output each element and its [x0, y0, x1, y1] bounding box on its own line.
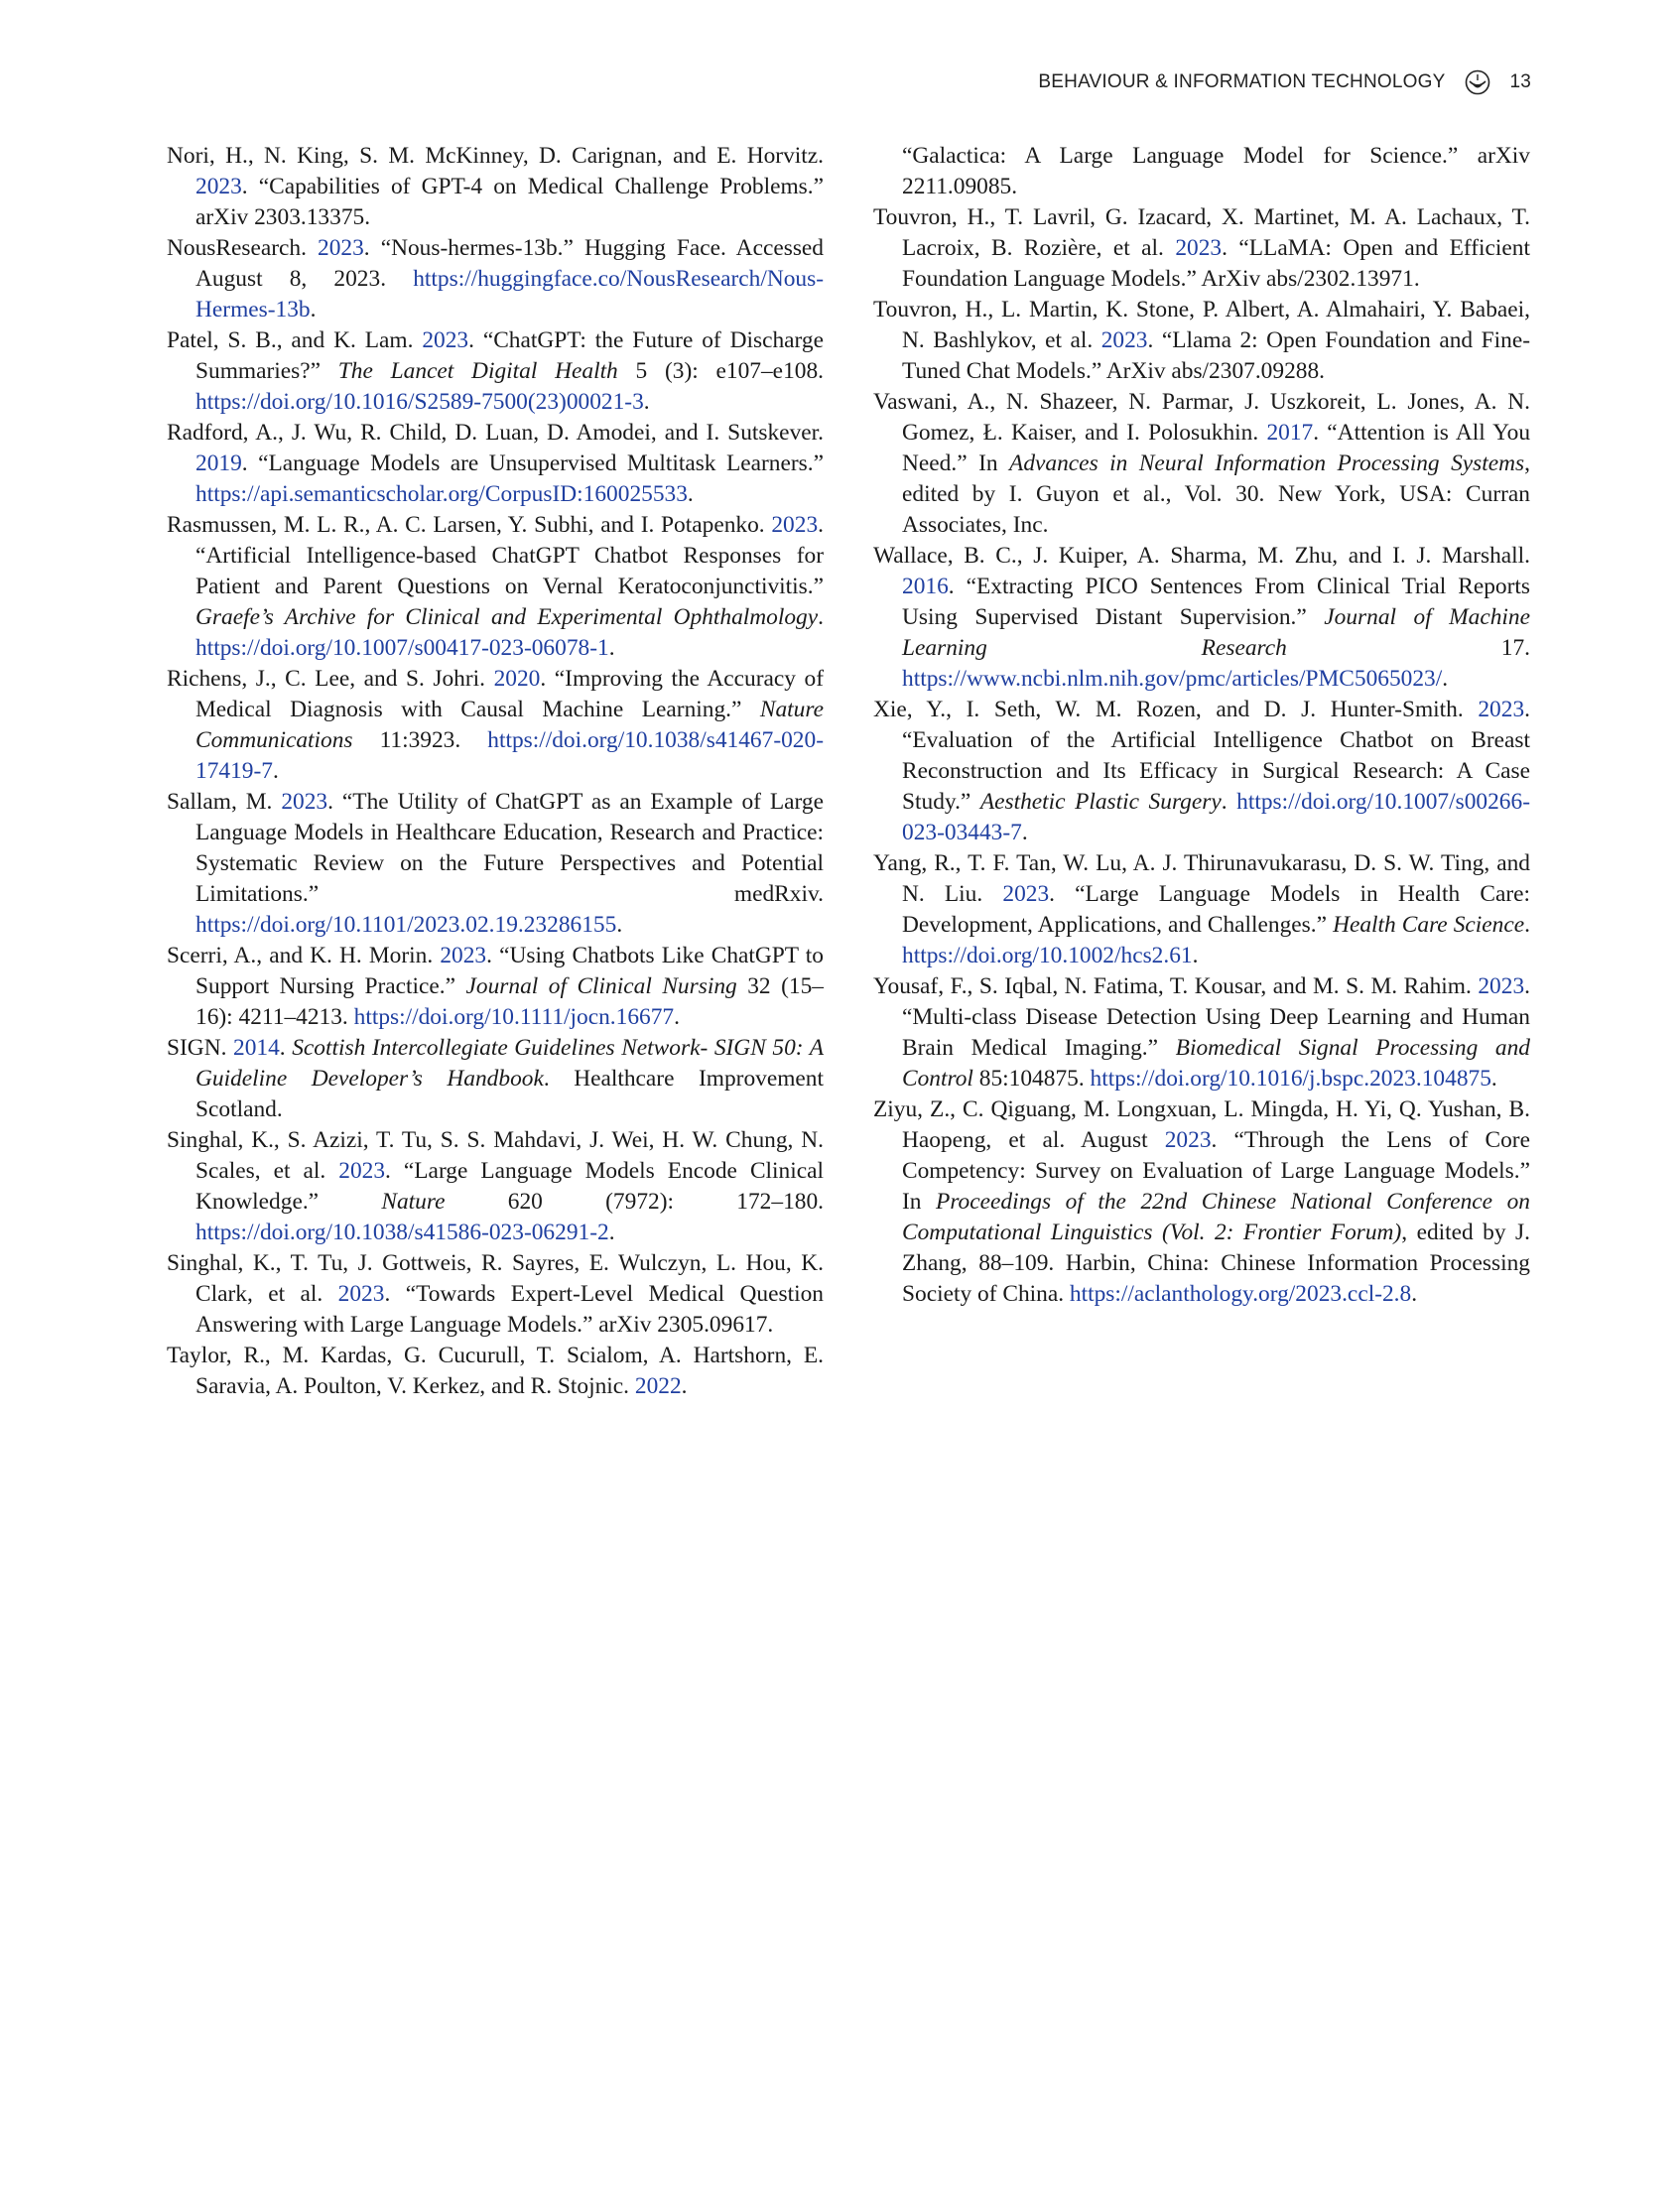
crossmark-logo-icon — [1465, 69, 1490, 95]
reference-end: . — [1192, 943, 1199, 968]
reference-entry — [167, 1033, 824, 1125]
reference-year-link[interactable]: 2023 — [318, 235, 364, 261]
reference-authors: Wallace, B. C., J. Kuiper, A. Sharma, M. Zhu, and I. J. Marshall. — [873, 543, 1530, 569]
reference-source-title: Advances in Neural Information Processing Systems — [1009, 450, 1525, 476]
reference-text: . “Improving the Accuracy of Medical Diagnosis with Causal Machine Learning.” — [195, 666, 824, 722]
reference-year-link[interactable]: 2023 — [337, 1281, 385, 1307]
reference-text: . — [279, 1035, 293, 1061]
reference-year-link[interactable]: 2023 — [422, 327, 469, 353]
reference-source-title: The Lancet Digital Health — [337, 358, 618, 384]
reference-source-title: Journal of Machine Learning Research — [902, 604, 1530, 661]
reference-end: . — [1490, 1066, 1497, 1092]
reference-text: . “Evaluation of the Artificial Intelligence Chatbot on Breast Reconstruction and Its Efficacy in Surgical Research: A Case Study.” — [902, 697, 1530, 815]
reference-year-link[interactable]: 2020 — [493, 666, 541, 692]
reference-authors: Scerri, A., and K. H. Morin. — [167, 943, 441, 968]
running-header — [0, 69, 1531, 95]
reference-url-link[interactable]: https://doi.org/10.1002/hcs2.61 — [902, 943, 1193, 968]
reference-entry — [873, 695, 1530, 848]
reference-source-title: Aesthetic Plastic Surgery — [979, 789, 1222, 815]
reference-authors: Xie, Y., I. Seth, W. M. Rozen, and D. J. Hunter-Smith. — [873, 697, 1479, 722]
reference-entry — [167, 664, 824, 787]
reference-source-title: Proceedings of the 22nd Chinese National Conference on Computational Linguistics (Vol. 2: Frontier Forum) — [902, 1189, 1530, 1245]
reference-url-link[interactable]: https://aclanthology.org/2023.ccl-2.8 — [1069, 1281, 1412, 1307]
reference-url-link[interactable]: https://doi.org/10.1016/S2589-7500(23)00021-3 — [195, 389, 644, 415]
reference-end: . — [1442, 666, 1449, 692]
reference-text: . “Large Language Models in Health Care: Development, Applications, and Challenges.” — [902, 881, 1530, 938]
reference-authors: Radford, A., J. Wu, R. Child, D. Luan, D. Amodei, and I. Sutskever. — [167, 420, 824, 446]
reference-authors: Singhal, K., T. Tu, J. Gottweis, R. Sayres, E. Wulczyn, L. Hou, K. Clark, et al. — [167, 1250, 824, 1307]
reference-year-link[interactable]: 2014 — [233, 1035, 280, 1061]
reference-entry — [873, 387, 1530, 541]
reference-authors: Touvron, H., L. Martin, K. Stone, P. Albert, A. Almahairi, Y. Babaei, N. Bashlykov, et al. — [873, 297, 1530, 353]
reference-details: . Healthcare Improvement Scotland. — [195, 1066, 824, 1122]
reference-year-link[interactable]: 2023 — [338, 1158, 386, 1184]
reference-text: . “Language Models are Unsupervised Multitask Learners.” — [241, 450, 824, 476]
reference-entry — [167, 418, 824, 510]
reference-source-title: Graefe’s Archive for Clinical and Experimental Ophthalmology — [195, 604, 819, 630]
reference-authors: Rasmussen, M. L. R., A. C. Larsen, Y. Subhi, and I. Potapenko. — [167, 512, 772, 538]
reference-details: 17. — [1286, 635, 1530, 661]
reference-year-link[interactable]: 2023 — [281, 789, 328, 815]
reference-year-link[interactable]: 2023 — [1478, 697, 1525, 722]
reference-year-link[interactable]: 2017 — [1266, 420, 1314, 446]
reference-year-link[interactable]: 2019 — [195, 450, 242, 476]
reference-text: . “Multi-class Disease Detection Using Deep Learning and Human Brain Medical Imaging.” — [902, 973, 1530, 1061]
reference-authors: Vaswani, A., N. Shazeer, N. Parmar, J. Uszkoreit, L. Jones, A. N. Gomez, Ł. Kaiser, and I. Polosukhin. — [873, 389, 1530, 446]
references-right-column — [873, 141, 1530, 1310]
reference-entry — [167, 141, 824, 233]
reference-details: 11:3923. — [352, 727, 488, 753]
reference-authors: Taylor, R., M. Kardas, G. Cucurull, T. Scialom, A. Hartshorn, E. Saravia, A. Poulton, V. Kerkez, and R. Stojnic. — [167, 1343, 824, 1399]
reference-url-link[interactable]: https://www.ncbi.nlm.nih.gov/pmc/articles/PMC5065023/ — [902, 666, 1443, 692]
reference-year-link[interactable]: 2016 — [902, 574, 949, 599]
reference-url-link[interactable]: https://doi.org/10.1007/s00266-023-03443-7 — [902, 789, 1530, 845]
reference-entry — [167, 1248, 824, 1341]
reference-authors: Yousaf, F., S. Iqbal, N. Fatima, T. Kousar, and M. S. M. Rahim. — [873, 973, 1479, 999]
reference-url-link[interactable]: https://huggingface.co/NousResearch/Nous-Hermes-13b — [195, 266, 824, 322]
reference-details: . — [1524, 912, 1530, 938]
reference-authors: Yang, R., T. F. Tan, W. Lu, A. J. Thirunavukarasu, D. S. W. Ting, and N. Liu. — [873, 850, 1530, 907]
reference-authors: Singhal, K., S. Azizi, T. Tu, S. S. Mahdavi, J. Wei, H. W. Chung, N. Scales, et al. — [167, 1127, 824, 1184]
reference-end: . — [1021, 820, 1028, 845]
reference-url-link[interactable]: https://doi.org/10.1038/s41467-020-17419-7 — [195, 727, 824, 784]
reference-text: . “Attention is All You Need.” In — [902, 420, 1531, 476]
reference-source-title: Health Care Science — [1333, 912, 1525, 938]
reference-url-link[interactable]: https://api.semanticscholar.org/CorpusID:160025533 — [195, 481, 688, 507]
reference-details: , edited by I. Guyon et al., Vol. 30. New York, USA: Curran Associates, Inc. — [902, 450, 1531, 538]
reference-source-title: Journal of Clinical Nursing — [465, 973, 737, 999]
reference-entry — [873, 971, 1530, 1094]
reference-details: . — [1221, 789, 1237, 815]
reference-end: . — [643, 389, 650, 415]
reference-url-link[interactable]: https://doi.org/10.1007/s00417-023-06078-1 — [195, 635, 609, 661]
reference-entry — [167, 1341, 824, 1402]
reference-end: . — [616, 912, 623, 938]
reference-year-link[interactable]: 2023 — [195, 174, 242, 199]
reference-authors: SIGN. — [167, 1035, 234, 1061]
reference-entry — [167, 787, 824, 941]
reference-url-link[interactable]: https://doi.org/10.1101/2023.02.19.23286155 — [195, 912, 617, 938]
reference-entry — [167, 233, 824, 325]
references-left-column — [167, 141, 824, 1402]
reference-authors: NousResearch. — [167, 235, 319, 261]
reference-year-link[interactable]: 2023 — [1100, 327, 1148, 353]
reference-year-link[interactable]: 2023 — [1002, 881, 1050, 907]
reference-details: 85:104875. — [972, 1066, 1091, 1092]
reference-text: . “Using Chatbots Like ChatGPT to Support Nursing Practice.” — [195, 943, 824, 999]
reference-text: . “Large Language Models Encode Clinical Knowledge.” — [195, 1158, 824, 1215]
journal-title: BEHAVIOUR & INFORMATION TECHNOLOGY — [1038, 71, 1446, 92]
reference-url-link[interactable]: https://doi.org/10.1111/jocn.16677 — [353, 1004, 675, 1030]
reference-url-link[interactable]: https://doi.org/10.1038/s41586-023-06291-2 — [195, 1220, 609, 1245]
reference-end: . — [272, 758, 279, 784]
reference-authors: Touvron, H., T. Lavril, G. Izacard, X. Martinet, M. A. Lachaux, T. Lacroix, B. Rozière, et al. — [873, 204, 1530, 261]
reference-entry — [873, 141, 1530, 202]
reference-details: , edited by J. Zhang, 88–109. Harbin, China: Chinese Information Processing Society of China. — [902, 1220, 1530, 1307]
reference-year-link[interactable]: 2022 — [634, 1373, 682, 1399]
reference-end: . — [687, 481, 694, 507]
reference-source-title: Nature Communications — [195, 697, 824, 753]
reference-details: 620 (7972): 172–180. — [445, 1189, 825, 1215]
reference-entry — [873, 202, 1530, 295]
reference-entry — [873, 1094, 1530, 1310]
reference-authors: Patel, S. B., and K. Lam. — [167, 327, 423, 353]
reference-authors: Ziyu, Z., C. Qiguang, M. Longxuan, L. Mingda, H. Yi, Q. Yushan, B. Haopeng, et al. August — [873, 1096, 1530, 1153]
reference-year-link[interactable]: 2023 — [771, 512, 819, 538]
reference-year-link[interactable]: 2023 — [440, 943, 487, 968]
reference-end: . — [310, 297, 317, 322]
reference-text: . “Nous-hermes-13b.” Hugging Face. Accessed August 8, 2023. — [195, 235, 825, 292]
reference-authors: Richens, J., C. Lee, and S. Johri. — [167, 666, 494, 692]
reference-text: . “Extracting PICO Sentences From Clinical Trial Reports Using Supervised Distant Supervision.” — [902, 574, 1530, 630]
reference-details: 5 (3): e107–e108. — [617, 358, 825, 384]
reference-year-link[interactable]: 2023 — [1478, 973, 1525, 999]
reference-end: . — [608, 1220, 615, 1245]
reference-text: . “The Utility of ChatGPT as an Example of Large Language Models in Healthcare Education, Research and Practice: Systematic Review on the Future Perspectives and Potential Limitations.” medRxiv. — [195, 789, 824, 907]
reference-entry — [167, 941, 824, 1033]
reference-entry — [873, 541, 1530, 695]
reference-entry — [873, 295, 1530, 387]
reference-text: . “LLaMA: Open and Efficient Foundation Language Models.” ArXiv abs/2302.13971. — [902, 235, 1531, 292]
reference-text: . “Through the Lens of Core Competency: Survey on Evaluation of Large Language Models.” In — [902, 1127, 1530, 1215]
reference-entry — [167, 325, 824, 418]
reference-entry — [873, 848, 1530, 971]
reference-details: 32 (15–16): 4211–4213. — [195, 973, 824, 1030]
reference-end: . — [1411, 1281, 1418, 1307]
page-number: 13 — [1509, 71, 1531, 92]
reference-authors: Sallam, M. — [167, 789, 282, 815]
reference-end: . — [608, 635, 615, 661]
reference-text: . “Llama 2: Open Foundation and Fine-Tuned Chat Models.” ArXiv abs/2307.09288. — [902, 327, 1530, 384]
reference-year-link[interactable]: 2023 — [1164, 1127, 1212, 1153]
reference-authors: “Galactica: A Large Language Model for Science.” arXiv 2211.09085. — [902, 143, 1530, 199]
reference-source-title: Nature — [381, 1189, 446, 1215]
reference-authors: Nori, H., N. King, S. M. McKinney, D. Carignan, and E. Horvitz. — [167, 143, 824, 169]
reference-text: . “Artificial Intelligence-based ChatGPT Chatbot Responses for Patient and Parent Questions on Vernal Keratoconjunctivitis.” — [195, 512, 824, 599]
reference-text: . “Towards Expert-Level Medical Question Answering with Large Language Models.” arXiv 2305.09617. — [195, 1281, 824, 1338]
reference-end: . — [674, 1004, 680, 1030]
reference-source-title: Scottish Intercollegiate Guidelines Network- SIGN 50: A Guideline Developer’s Handbook — [195, 1035, 824, 1092]
reference-entry — [167, 1125, 824, 1248]
reference-year-link[interactable]: 2023 — [1175, 235, 1223, 261]
reference-source-title: Biomedical Signal Processing and Control — [902, 1035, 1530, 1092]
reference-url-link[interactable]: https://doi.org/10.1016/j.bspc.2023.104875 — [1090, 1066, 1491, 1092]
reference-text: . — [681, 1373, 688, 1399]
reference-text: . “Capabilities of GPT-4 on Medical Challenge Problems.” arXiv 2303.13375. — [195, 174, 824, 230]
reference-details: . — [818, 604, 824, 630]
reference-entry — [167, 510, 824, 664]
reference-text: . “ChatGPT: the Future of Discharge Summaries?” — [195, 327, 824, 384]
